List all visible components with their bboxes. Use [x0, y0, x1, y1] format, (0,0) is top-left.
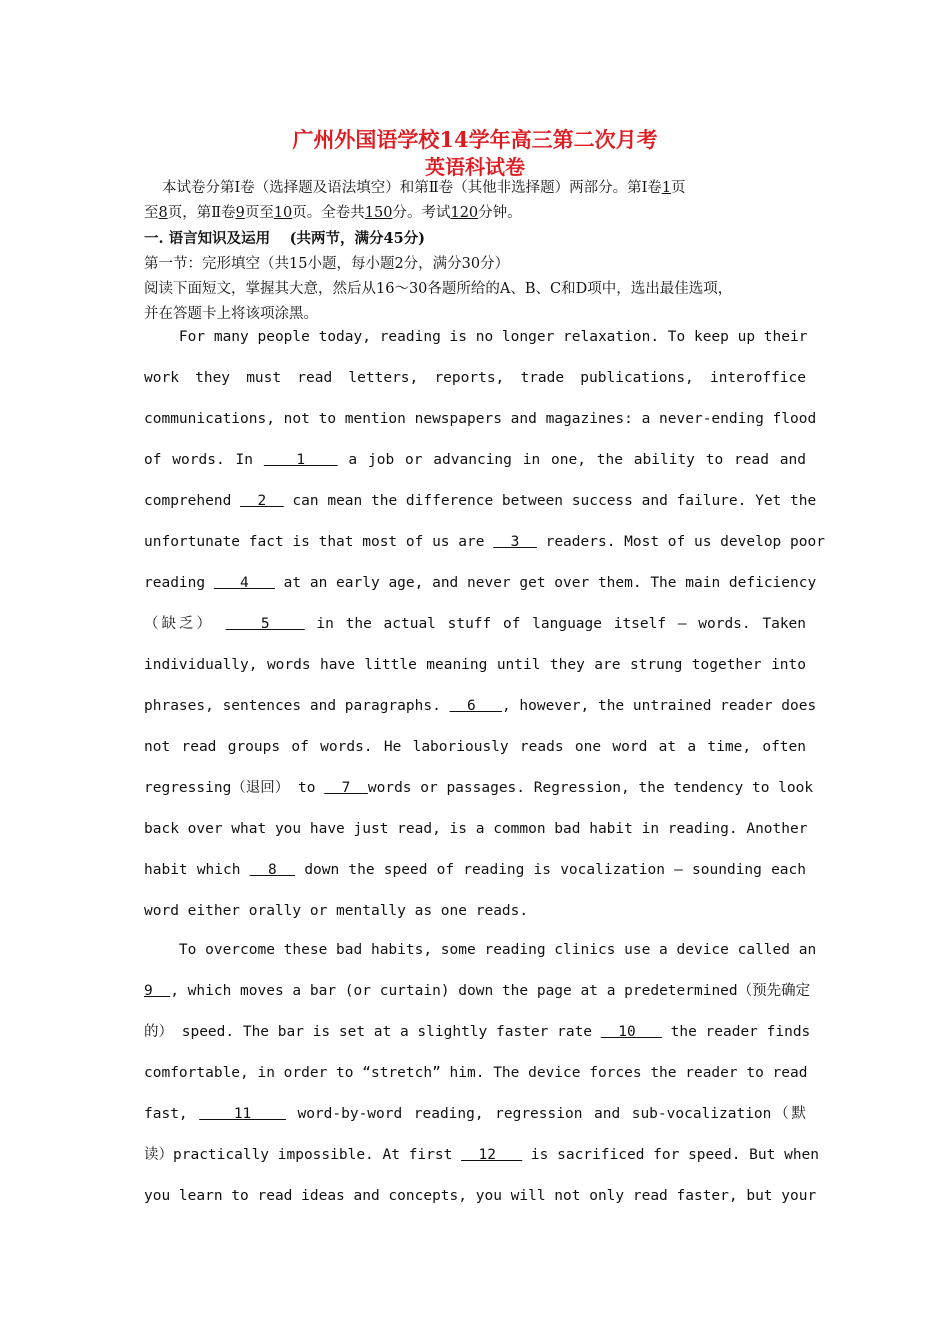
cloze-blank: 11: [199, 1106, 286, 1122]
passage-line: To overcome these bad habits, some reading clinics use a device called an: [144, 942, 817, 958]
passage-line: [144, 532, 825, 552]
instruction-line-2: 并在答题卡上将该项涂黑。: [144, 306, 318, 322]
intro-text: 至: [144, 205, 159, 221]
passage-line: back over what you have just read, is a common bad habit in reading. Another: [144, 821, 808, 837]
passage-line: individually, words have little meaning until they are strung together into: [144, 657, 806, 673]
intro-text: 页至: [244, 205, 274, 221]
intro-text: 页。全卷共: [292, 205, 365, 221]
passage-text: comprehend: [144, 493, 241, 509]
intro-text: 分。考试: [392, 205, 451, 221]
passage-line: [144, 1022, 811, 1042]
passage-text: 的） speed. The bar is set at a slightly faster rate: [144, 1024, 601, 1040]
passage-text: is sacrificed for speed. But when: [522, 1147, 820, 1163]
cloze-blank: 8: [249, 862, 296, 878]
passage-text: 读）practically impossible. At first: [144, 1147, 462, 1163]
page-number: 1: [661, 180, 672, 196]
passage-text: words or passages. Regression, the tendency to look: [367, 780, 814, 796]
part-heading: 第一节：完形填空（共15小题，每小题2分，满分30分）: [144, 256, 510, 272]
passage-text: readers. Most of us develop poor: [536, 534, 825, 550]
cloze-blank: 10: [600, 1024, 662, 1040]
passage-line: [144, 491, 817, 511]
cloze-blank: 2: [240, 493, 284, 509]
intro-line-1: [162, 176, 842, 197]
passage-line: [144, 1104, 806, 1124]
cloze-blank: 9: [144, 983, 171, 999]
passage-line: For many people today, reading is no longer relaxation. To keep up their: [144, 329, 808, 345]
passage-line: not read groups of words. He laboriously reads one word at a time, often: [144, 739, 806, 755]
total-score: 150: [364, 205, 393, 221]
instruction-line-1: 阅读下面短文，掌握其大意，然后从16～30各题所给的A、B、C和D项中，选出最佳选项，: [144, 281, 733, 297]
cloze-blank: 1: [263, 452, 338, 468]
cloze-blank: 4: [213, 575, 275, 591]
passage-line: [144, 573, 817, 593]
passage-text: at an early age, and never get over them. The main deficiency: [274, 575, 817, 591]
cloze-blank: 12: [461, 1147, 523, 1163]
passage-text: （缺乏）: [144, 616, 226, 632]
intro-text: 分钟。: [478, 205, 522, 221]
passage-text: word-by-word reading, regression and sub-vocalization（默: [285, 1106, 807, 1122]
passage-text: , which moves a bar (or curtain) down the page at a predetermined（预先确定: [170, 983, 811, 999]
passage-text: in the actual stuff of language itself — words. Taken: [304, 616, 807, 632]
intro-text: 本试卷分第Ⅰ卷（选择题及语法填空）和第Ⅱ卷（其他非选择题）两部分。第Ⅰ卷: [162, 180, 662, 196]
passage-text: fast,: [144, 1106, 200, 1122]
passage-text: the reader finds: [661, 1024, 811, 1040]
exam-title: 广州外国语学校14学年高三第二次月考: [292, 127, 658, 152]
passage-text: regressing（退回） to: [144, 780, 325, 796]
section-heading: 一. 语言知识及运用 (共两节，满分45分): [144, 230, 426, 247]
cloze-blank: 6: [449, 698, 502, 714]
page-number: 8: [158, 205, 168, 221]
cloze-blank: 7: [324, 780, 368, 796]
page-number: 9: [235, 205, 245, 221]
passage-line: [144, 1145, 820, 1165]
cloze-blank: 5: [225, 616, 305, 632]
passage-text: habit which: [144, 862, 250, 878]
intro-line-2: [144, 201, 824, 222]
passage-line: [144, 778, 814, 798]
passage-line: you learn to read ideas and concepts, you will not only read faster, but your: [144, 1188, 817, 1204]
passage-text: reading: [144, 575, 214, 591]
passage-line: word either orally or mentally as one reads.: [144, 903, 529, 919]
passage-text: unfortunate fact is that most of us are: [144, 534, 494, 550]
passage-line: [144, 614, 806, 634]
passage-text: can mean the difference between success and failure. Yet the: [283, 493, 817, 509]
passage-line: [144, 860, 806, 880]
passage-line: comfortable, in order to “stretch” him. The device forces the reader to read: [144, 1065, 808, 1081]
page-number: 10: [273, 205, 293, 221]
passage-line: [144, 981, 811, 1001]
intro-text: 页: [671, 180, 686, 196]
cloze-blank: 3: [493, 534, 537, 550]
passage-text: phrases, sentences and paragraphs.: [144, 698, 450, 714]
passage-line: work they must read letters, reports, trade publications, interoffice: [144, 370, 806, 386]
passage-line: communications, not to mention newspapers and magazines: a never-ending flood: [144, 411, 817, 427]
passage-text: down the speed of reading is vocalization — sounding each: [295, 862, 806, 878]
exam-subtitle: 英语科试卷: [425, 155, 525, 179]
passage-line: [144, 450, 806, 470]
passage-text: of words. In: [144, 452, 264, 468]
exam-duration: 120: [450, 205, 479, 221]
intro-text: 页，第Ⅱ卷: [167, 205, 236, 221]
passage-text: a job or advancing in one, the ability to read and: [337, 452, 806, 468]
passage-text: , however, the untrained reader does: [501, 698, 817, 714]
passage-line: [144, 696, 817, 716]
